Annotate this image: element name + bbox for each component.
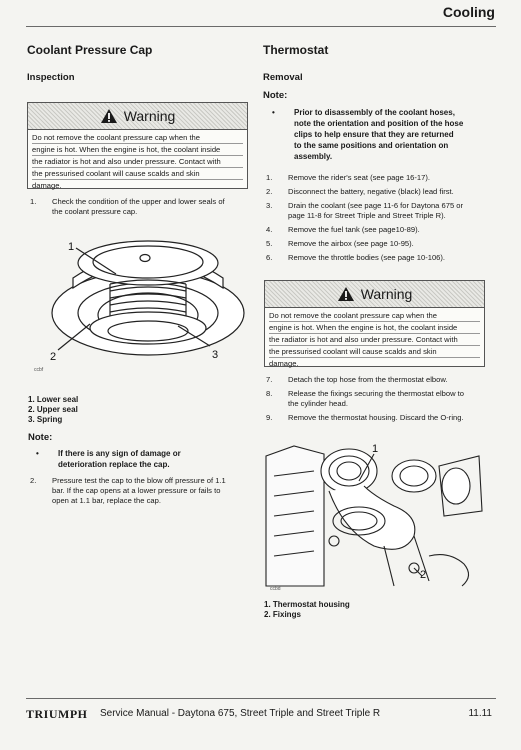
- note-text: to the same positions and orientation on: [294, 141, 449, 150]
- thermostat-illustration: [264, 436, 486, 596]
- note-text: assembly.: [294, 152, 333, 161]
- legend-item: 3. Spring: [28, 415, 63, 424]
- step-r1: [266, 173, 496, 185]
- note-text: clips to help ensure that they are returned: [294, 130, 454, 139]
- warning-line: the pressurised coolant will cause scalds and skin: [32, 168, 243, 180]
- step-text: page 11-8 for Street Triple and Street Triple R).: [288, 211, 446, 220]
- step-text: Pressure test the cap to the blow off pressure of 1.1: [52, 476, 226, 485]
- step-r7: [266, 375, 496, 387]
- warning-banner: [28, 103, 247, 130]
- step-1: [30, 197, 246, 219]
- note-text: note the orientation and position of the hose: [294, 119, 464, 128]
- warning-line: the radiator is hot and also under pressure. Contact with: [269, 334, 480, 346]
- note-text: deterioration replace the cap.: [58, 460, 170, 469]
- warning-line: Do not remove the coolant pressure cap when the: [269, 310, 480, 322]
- step-text: bar. If the cap opens at a lower pressure or fails to: [52, 486, 221, 495]
- warning-line: Do not remove the coolant pressure cap when the: [32, 132, 243, 144]
- footer-title: Service Manual - Daytona 675, Street Triple and Street Triple R: [100, 708, 381, 719]
- footer-rule: [26, 698, 496, 699]
- note-text: If there is any sign of damage or: [58, 449, 181, 458]
- step-text: Remove the rider's seat (see page 16-17).: [288, 173, 431, 182]
- step-2: [30, 476, 246, 508]
- bullet-icon: •: [36, 449, 39, 458]
- figure-code: ccbd: [270, 586, 281, 592]
- warning-line: the radiator is hot and also under pressure. Contact with: [32, 156, 243, 168]
- step-number: 1.: [266, 173, 273, 182]
- step-number: 8.: [266, 389, 273, 398]
- step-text: open at 1.1 bar, replace the cap.: [52, 496, 161, 505]
- warning-line: damage.: [32, 181, 62, 190]
- right-heading: Thermostat: [263, 43, 329, 57]
- step-text: Remove the thermostat housing. Discard the O-ring.: [288, 413, 464, 422]
- step-number: 4.: [266, 225, 273, 234]
- warning-box-left: [27, 102, 248, 189]
- step-number: 9.: [266, 413, 273, 422]
- step-text: the coolant pressure cap.: [52, 207, 138, 216]
- warning-triangle-icon: [100, 108, 118, 124]
- step-text: Release the fixings securing the thermostat elbow to: [288, 389, 465, 398]
- page-number: 11.11: [468, 708, 492, 719]
- step-text: Remove the fuel tank (see page10-89).: [288, 225, 420, 234]
- warning-line: engine is hot. When the engine is hot, the coolant inside: [269, 322, 480, 334]
- triumph-logo: TRIUMPH: [26, 707, 88, 721]
- callout-3: 3: [212, 349, 219, 361]
- legend-item: 1. Thermostat housing: [264, 600, 350, 609]
- step-number: 2.: [266, 187, 273, 196]
- section-title: Cooling: [442, 4, 495, 20]
- note-label-left: Note:: [28, 432, 53, 443]
- step-number: 2.: [30, 476, 37, 485]
- step-r3: [266, 201, 496, 223]
- warning-label: Warning: [360, 286, 413, 302]
- step-number: 3.: [266, 201, 273, 210]
- callout-2: 2: [420, 569, 427, 581]
- legend-item: 1. Lower seal: [28, 395, 79, 404]
- warning-line: the pressurised coolant will cause scalds and skin: [269, 346, 480, 358]
- left-subheading: Inspection: [27, 72, 75, 83]
- step-r4: [266, 225, 496, 237]
- note-label-right: Note:: [263, 90, 288, 101]
- step-text: the cylinder head.: [288, 399, 348, 408]
- bullet-icon: •: [272, 108, 275, 117]
- callout-1: 1: [372, 443, 379, 455]
- figure-code: ccbf: [34, 367, 44, 373]
- step-text: Drain the coolant (see page 11-6 for Daytona 675 or: [288, 201, 464, 210]
- note-text: Prior to disassembly of the coolant hoses,: [294, 108, 455, 117]
- warning-line: damage.: [269, 359, 299, 368]
- legend-item: 2. Fixings: [264, 610, 301, 619]
- left-heading: Coolant Pressure Cap: [27, 43, 153, 57]
- step-text: Disconnect the battery, negative (black) lead first.: [288, 187, 454, 196]
- step-number: 7.: [266, 375, 273, 384]
- header-rule: [26, 26, 496, 27]
- step-r8: [266, 389, 496, 411]
- warning-line: engine is hot. When the engine is hot, the coolant inside: [32, 144, 243, 156]
- warning-text: [28, 130, 247, 193]
- right-subheading: Removal: [263, 72, 303, 83]
- pressure-cap-illustration: [28, 228, 248, 373]
- step-r2: [266, 187, 496, 199]
- step-text: Check the condition of the upper and lower seals of: [52, 197, 225, 206]
- warning-text: [265, 308, 484, 371]
- step-r5: [266, 239, 496, 251]
- step-text: Remove the throttle bodies (see page 10-106).: [288, 253, 446, 262]
- step-r6: [266, 253, 496, 265]
- step-number: 1.: [30, 197, 37, 206]
- step-text: Remove the airbox (see page 10-95).: [288, 239, 414, 248]
- callout-1: 1: [68, 241, 75, 253]
- legend-item: 2. Upper seal: [28, 405, 78, 414]
- step-text: Detach the top hose from the thermostat elbow.: [288, 375, 448, 384]
- step-number: 5.: [266, 239, 273, 248]
- callout-2: 2: [50, 351, 57, 363]
- warning-label: Warning: [123, 108, 176, 124]
- step-r9: [266, 413, 496, 425]
- warning-triangle-icon: [337, 286, 355, 302]
- warning-box-right: [264, 280, 485, 367]
- step-number: 6.: [266, 253, 273, 262]
- warning-banner: [265, 281, 484, 308]
